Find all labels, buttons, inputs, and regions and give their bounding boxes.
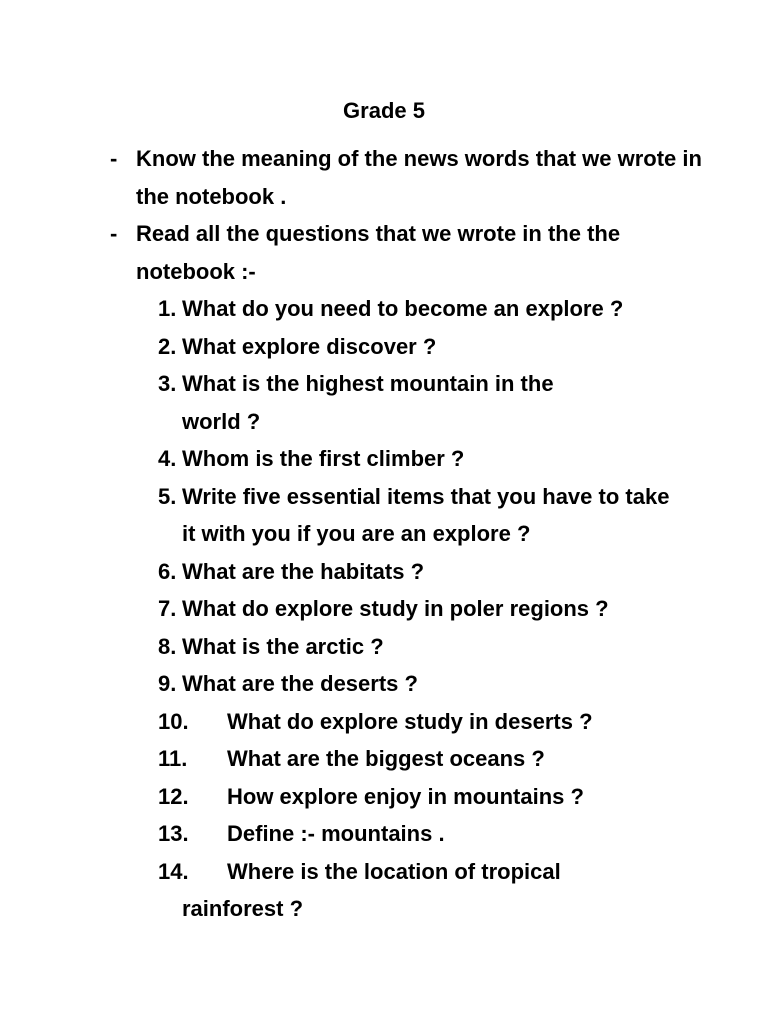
bullet-text: Read all the questions that we wrote in the the notebook :- <box>136 221 621 284</box>
question-text: Where is the location of tropical rainforest ? <box>182 858 561 921</box>
question-text: How explore enjoy in mountains ? <box>227 783 584 809</box>
question-number: 11. <box>158 746 188 771</box>
question-item <box>158 590 718 628</box>
question-item <box>158 628 718 666</box>
bullet-dash: - <box>110 221 118 246</box>
question-number: 5. <box>158 483 177 509</box>
question-item <box>158 365 618 440</box>
question-text: What are the biggest oceans ? <box>227 746 545 771</box>
question-number: 13. <box>158 821 189 846</box>
bullet-item <box>110 140 710 215</box>
question-text: Whom is the first climber ? <box>182 446 465 471</box>
page-title: Grade 5 <box>343 98 425 123</box>
question-text: Write five essential items that you have to take it with you if you are an explore ? <box>182 483 670 546</box>
question-number: 3. <box>158 371 177 396</box>
question-text: What is the highest mountain in the world ? <box>182 371 554 434</box>
question-number: 6. <box>158 558 177 584</box>
question-number: 12. <box>158 783 189 809</box>
question-text: Define :- mountains . <box>227 821 445 846</box>
question-item <box>158 815 718 853</box>
question-number: 14. <box>158 858 189 884</box>
question-number: 8. <box>158 633 177 659</box>
question-item <box>158 328 718 366</box>
bullet-item <box>110 215 710 290</box>
question-list <box>158 290 718 928</box>
question-text: What explore discover ? <box>182 333 437 359</box>
question-item <box>158 553 718 591</box>
question-item <box>158 703 718 741</box>
question-text: What do you need to become an explore ? <box>182 296 624 321</box>
question-item <box>158 290 718 328</box>
question-item <box>158 665 718 703</box>
question-text: What do explore study in deserts ? <box>227 708 593 734</box>
bullet-dash: - <box>110 146 118 171</box>
question-text: What do explore study in poler regions ? <box>182 596 609 621</box>
question-item <box>158 778 718 816</box>
question-item <box>158 440 718 478</box>
question-item <box>158 853 628 928</box>
question-text: What are the deserts ? <box>182 671 418 696</box>
question-text: What is the arctic ? <box>182 633 384 659</box>
question-number: 4. <box>158 446 177 471</box>
question-number: 10. <box>158 708 189 734</box>
question-number: 9. <box>158 671 177 696</box>
question-number: 2. <box>158 333 177 359</box>
question-number: 7. <box>158 596 177 621</box>
question-number: 1. <box>158 296 177 321</box>
question-item <box>158 740 718 778</box>
question-text: What are the habitats ? <box>182 558 425 584</box>
question-item <box>158 478 678 553</box>
bullet-text: Know the meaning of the news words that we wrote in the notebook . <box>136 146 702 209</box>
